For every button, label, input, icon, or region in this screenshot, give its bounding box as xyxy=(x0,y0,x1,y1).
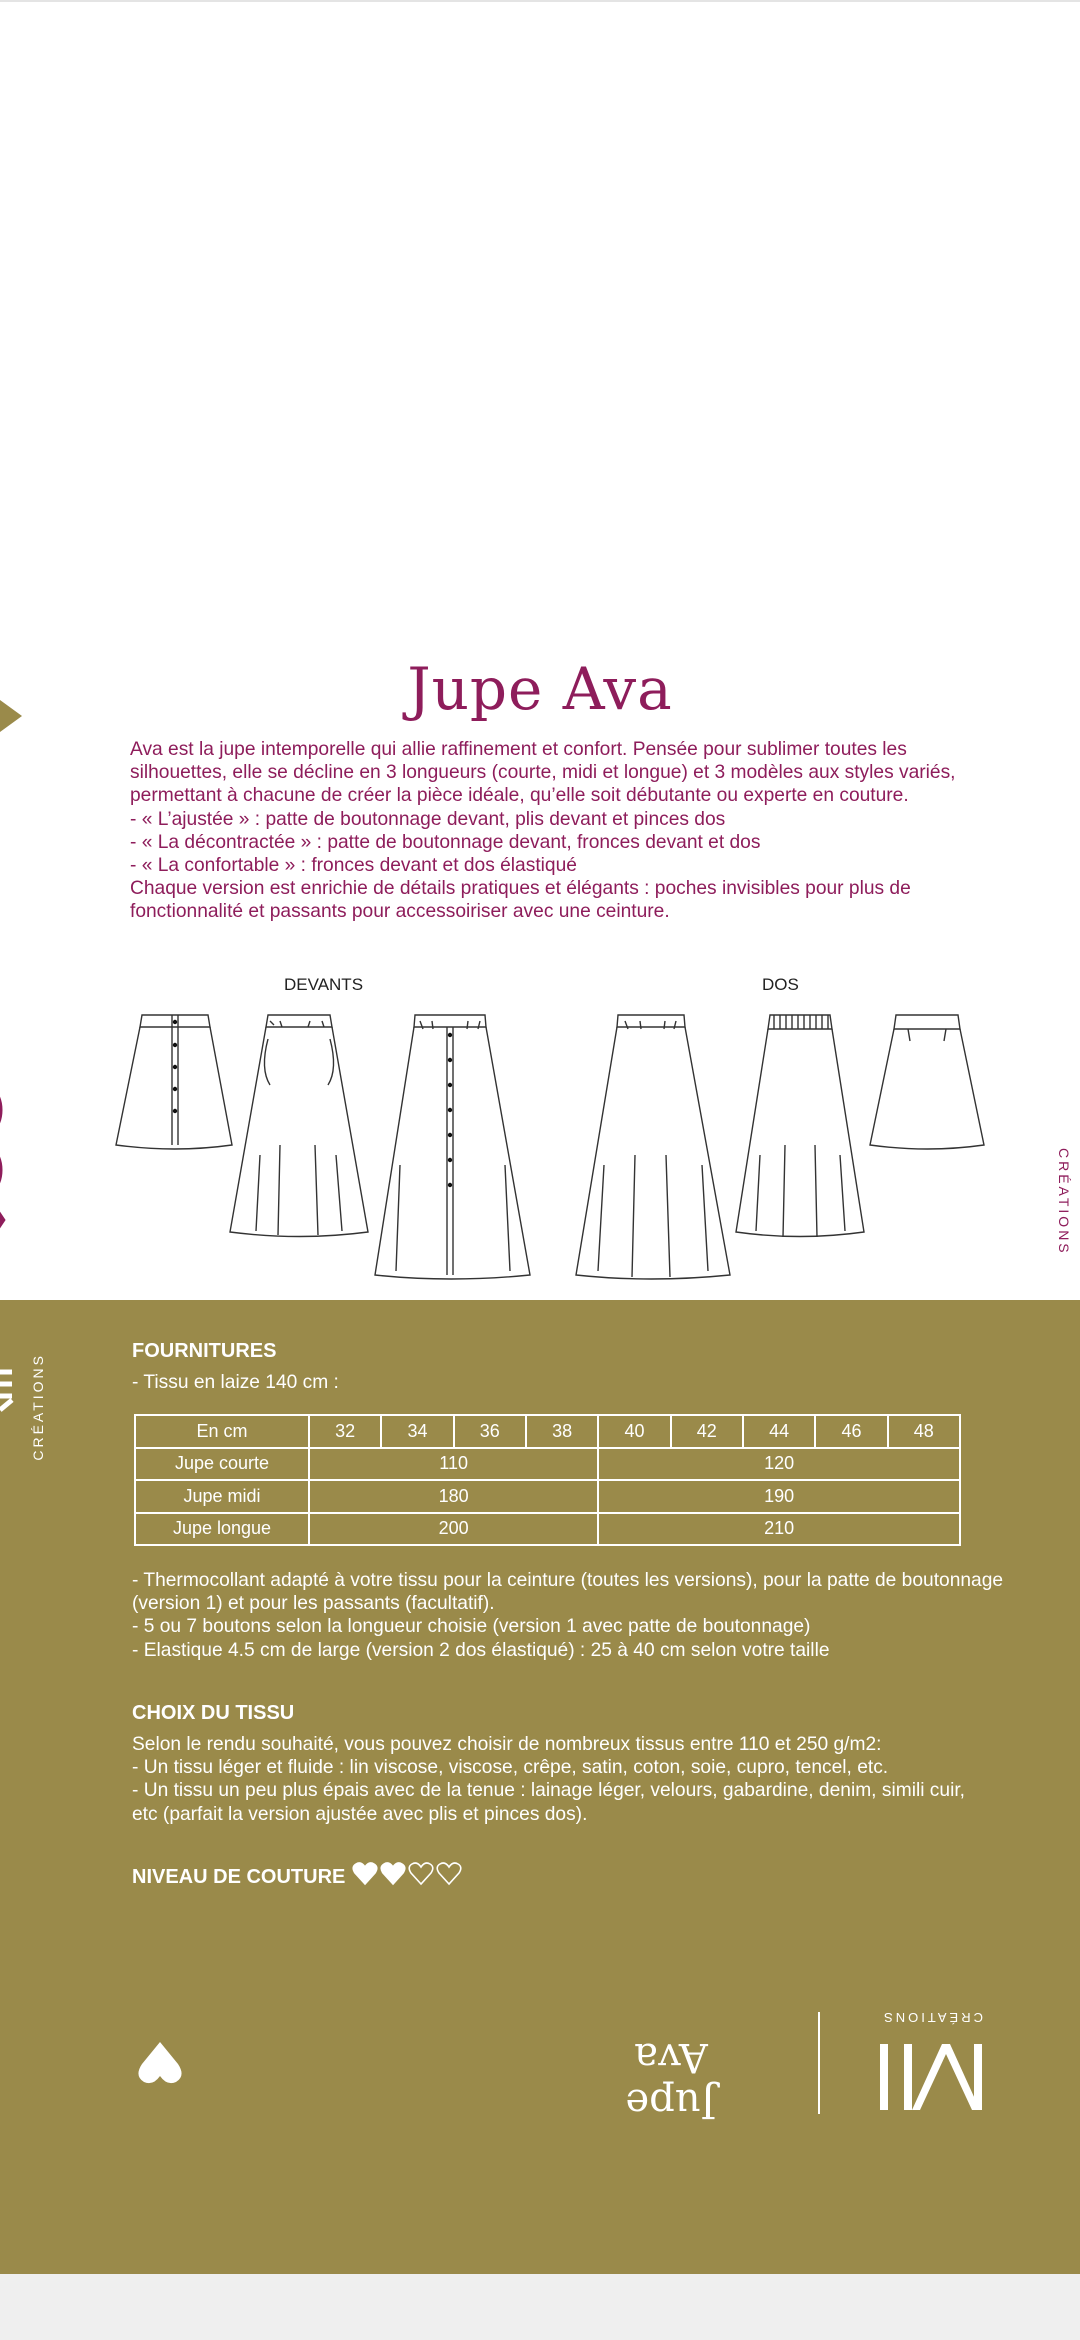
version-3-line: - « La confortable » : fronces devant et dos élastiqué xyxy=(130,855,577,877)
front-midi-skirt-drawing xyxy=(230,1015,368,1237)
size-header: 32 xyxy=(309,1415,381,1448)
footer-divider xyxy=(818,2012,820,2114)
table-row xyxy=(135,1448,960,1481)
back-midi-skirt-drawing xyxy=(736,1015,864,1237)
fabric-choice-intro: Selon le rendu souhaité, vous pouvez choisir de nombreux tissus entre 110 et 250 g/m2: xyxy=(132,1734,882,1755)
intro-text xyxy=(130,738,962,924)
size-header: 48 xyxy=(888,1415,960,1448)
intro-paragraph: Ava est la jupe intemporelle qui allie raffinement et confort. Pensée pour sublimer toutes les silhouettes, elle se décline en 3 longueurs (courte, midi et longue) et 3 modèles aux styles variés, permettant à chacune de créer la pièce idéale, qu’elle soit débutante ou experte en couture. xyxy=(130,739,956,807)
version-2-line: - « La décontractée » : patte de boutonnage devant, fronces devant et dos xyxy=(130,831,761,853)
quantity-cell: 110 xyxy=(309,1448,598,1481)
size-header: 36 xyxy=(454,1415,526,1448)
front-short-skirt-drawing xyxy=(116,1015,232,1149)
heart-outline-icon xyxy=(436,1862,462,1886)
table-header-row xyxy=(135,1415,960,1448)
quantity-cell: 120 xyxy=(598,1448,960,1481)
side-logo-fragment xyxy=(0,1360,16,1460)
fabric-option-light: - Un tissu léger et fluide : lin viscose, viscose, crêpe, satin, coton, soie, cupro, tencel, etc. xyxy=(132,1757,889,1779)
size-header: 40 xyxy=(598,1415,670,1448)
page-title: Jupe Ava xyxy=(407,655,673,723)
size-header: 46 xyxy=(815,1415,887,1448)
heart-filled-icon xyxy=(380,1862,406,1886)
side-creations-label: CRÉATIONS xyxy=(1056,1148,1072,1256)
heart-logo-icon xyxy=(136,2040,184,2086)
table-row xyxy=(135,1480,960,1513)
footer-creations-inverted: CRÉATIONS xyxy=(881,2010,983,2025)
fabric-option-thick: - Un tissu un peu plus épais avec de la tenue : lainage léger, velours, gabardine, denim, simili cuir, etc (parfait la version ajustée avec plis et pinces dos). xyxy=(132,1780,965,1825)
row-label: Jupe courte xyxy=(135,1448,309,1481)
quantity-cell: 200 xyxy=(309,1513,598,1546)
back-long-skirt-drawing xyxy=(576,1015,730,1279)
intro-closing: Chaque version est enrichie de détails pratiques et élégants : poches invisibles pour plus de fonctionnalité et passants pour accessoiriser avec une ceinture. xyxy=(130,878,911,923)
footer-title-inverted: Jupe Ava xyxy=(625,2034,717,2126)
table-row xyxy=(135,1513,960,1546)
quantity-cell: 210 xyxy=(598,1513,960,1546)
quantity-cell: 190 xyxy=(598,1480,960,1513)
technical-drawings xyxy=(110,1005,990,1295)
back-short-skirt-drawing xyxy=(870,1015,984,1149)
interfacing-item: - Thermocollant adapté à votre tissu pour la ceinture (toutes les versions), pour la patte de boutonnage (version 1) et pour les passants (facultatif). xyxy=(132,1570,1004,1615)
heart-filled-icon xyxy=(352,1862,378,1886)
fabric-choice-text xyxy=(132,1733,972,1826)
row-label: Jupe midi xyxy=(135,1480,309,1513)
back-views-label: DOS xyxy=(762,975,799,994)
side-brand-fragment xyxy=(0,1080,12,1240)
brand-logo-icon xyxy=(880,2044,984,2110)
front-long-skirt-drawing xyxy=(375,1015,530,1279)
size-header: 42 xyxy=(671,1415,743,1448)
sewing-level-rating xyxy=(352,1862,462,1886)
sewing-level-label: NIVEAU DE COUTURE xyxy=(132,1866,346,1888)
quantity-cell: 180 xyxy=(309,1480,598,1513)
buttons-item: - 5 ou 7 boutons selon la longueur choisie (version 1 avec patte de boutonnage) xyxy=(132,1616,811,1638)
size-header: 34 xyxy=(381,1415,453,1448)
front-views-label: DEVANTS xyxy=(284,975,364,994)
supplies-list xyxy=(132,1569,1012,1662)
heart-outline-icon xyxy=(408,1862,434,1886)
top-divider xyxy=(0,0,1080,2)
row-label: Jupe longue xyxy=(135,1513,309,1546)
fabric-choice-heading: CHOIX DU TISSU xyxy=(132,1702,295,1724)
elastic-item: - Elastique 4.5 cm de large (version 2 dos élastiqué) : 25 à 40 cm selon votre taille xyxy=(132,1639,830,1661)
side-creations-label-left: CRÉATIONS xyxy=(30,1353,46,1461)
fabric-width-line: - Tissu en laize 140 cm : xyxy=(132,1372,339,1393)
supplies-heading: FOURNITURES xyxy=(132,1340,277,1362)
version-1-line: - « L’ajustée » : patte de boutonnage devant, plis devant et pinces dos xyxy=(130,808,726,830)
table-corner-cell: En cm xyxy=(135,1415,309,1448)
fabric-quantity-table xyxy=(134,1414,961,1546)
size-header: 38 xyxy=(526,1415,598,1448)
size-header: 44 xyxy=(743,1415,815,1448)
